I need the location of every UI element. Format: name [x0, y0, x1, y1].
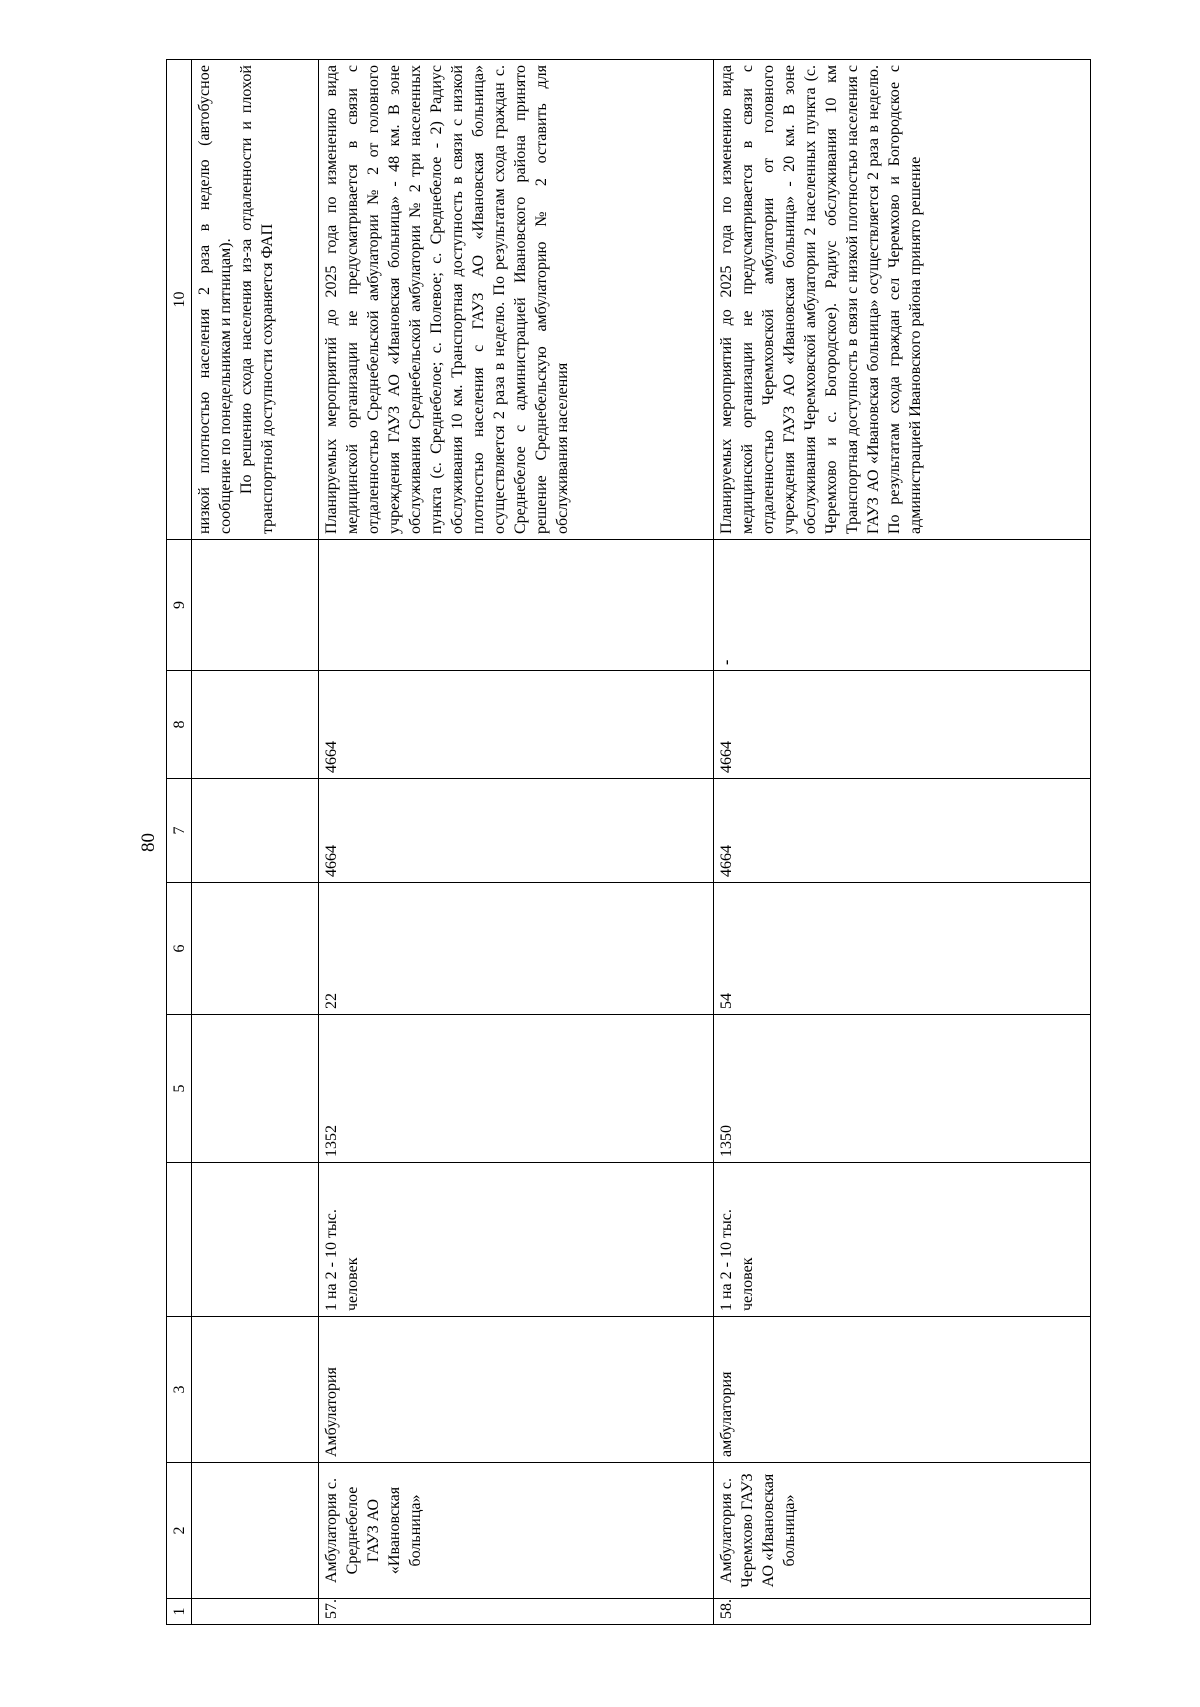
table-cell	[192, 1463, 319, 1599]
data-table	[166, 59, 1091, 1625]
col-header-6: 6	[167, 883, 192, 1015]
facility-name: Амбулатория с. Среднебелое ГАУЗ АО «Ивановская больница»	[319, 1463, 714, 1599]
rotated-page	[128, 60, 1078, 1625]
value-cell: -	[714, 540, 1091, 671]
col-header-1: 1	[167, 1599, 192, 1625]
norm-cell: 1 на 2 - 10 тыс. человек	[714, 1163, 1091, 1317]
table-cell	[192, 779, 319, 883]
col-header-5: 5	[167, 1015, 192, 1163]
value-cell	[319, 540, 714, 671]
value-cell: 4664	[714, 779, 1091, 883]
note-text: Планируемых мероприятий до 2025 года по изменению вида медицинской организации не предусматривается в связи с отдаленностью Среднебельской амбулатории № 2 от головного учреждения ГАУЗ АО «Ивановская больница» - 48 км. В зоне обслуживания Среднебельской амбулатории № 2 три населенных пункта (с. Среднебелое; с. Полевое; с. Среднебелое - 2) Радиус обслуживания 10 км. Транспортная доступность в связи с низкой плотностью населения с ГАУЗ АО «Ивановская больница» осуществляется 2 раза в неделю. По результатам схода граждан с. Среднебелое с администрацией Ивановского района принято решение Среднебельскую амбулаторию № 2 оставить для обслуживания населения	[319, 60, 714, 540]
value-cell: 1350	[714, 1015, 1091, 1163]
value-cell: 4664	[319, 671, 714, 779]
value-cell: 1352	[319, 1015, 714, 1163]
note-text: По решению схода населения из-за отдаленности и плохой транспортной доступности сохраняется ФАП	[238, 65, 276, 534]
table-cell	[192, 1599, 319, 1625]
note-text: низкой плотностью населения 2 раза в неделю (автобусное сообщение по понедельникам и пятницам).	[196, 65, 234, 534]
facility-name: Амбулатория с. Черемхово ГАУЗ АО «Ивановская больница»	[714, 1463, 1091, 1599]
table-row-continuation	[192, 60, 319, 1625]
table-cell	[192, 1317, 319, 1463]
facility-type: Амбулатория	[319, 1317, 714, 1463]
table-row	[319, 60, 714, 1625]
col-header-3: 3	[167, 1317, 192, 1463]
table-row	[714, 60, 1091, 1625]
row-number: 58.	[714, 1599, 1091, 1625]
note-text: Планируемых мероприятий до 2025 года по изменению вида медицинской организации не предусматривается в связи с отдаленностью Черемховской амбулатории от головного учреждения ГАУЗ АО «Ивановская больница» - 20 км. В зоне обслуживания Черемховской амбулатории 2 населенных пункта (с. Черемхово и с. Богородское). Радиус обслуживания 10 км Транспортная доступность в связи с низкой плотностью населения с ГАУЗ АО «Ивановская больница» осуществляется 2 раза в неделю. По результатам схода граждан сел Черемхово и Богородское с администрацией Ивановского района принято решение	[714, 60, 1091, 540]
header-row	[167, 60, 192, 1625]
value-cell: 22	[319, 883, 714, 1015]
table-cell	[192, 883, 319, 1015]
col-header-9: 9	[167, 540, 192, 671]
facility-type: амбулатория	[714, 1317, 1091, 1463]
value-cell: 4664	[319, 779, 714, 883]
value-cell: 54	[714, 883, 1091, 1015]
table-cell	[192, 540, 319, 671]
table-cell	[192, 671, 319, 779]
col-header-2: 2	[167, 1463, 192, 1599]
row-number: 57.	[319, 1599, 714, 1625]
value-cell: 4664	[714, 671, 1091, 779]
table-cell	[192, 1163, 319, 1317]
page-number: 80	[138, 833, 159, 852]
note-cell	[192, 60, 319, 540]
table-cell	[192, 1015, 319, 1163]
col-header-10: 10	[167, 60, 192, 540]
col-header-4	[167, 1163, 192, 1317]
col-header-8: 8	[167, 671, 192, 779]
norm-cell: 1 на 2 - 10 тыс. человек	[319, 1163, 714, 1317]
col-header-7: 7	[167, 779, 192, 883]
